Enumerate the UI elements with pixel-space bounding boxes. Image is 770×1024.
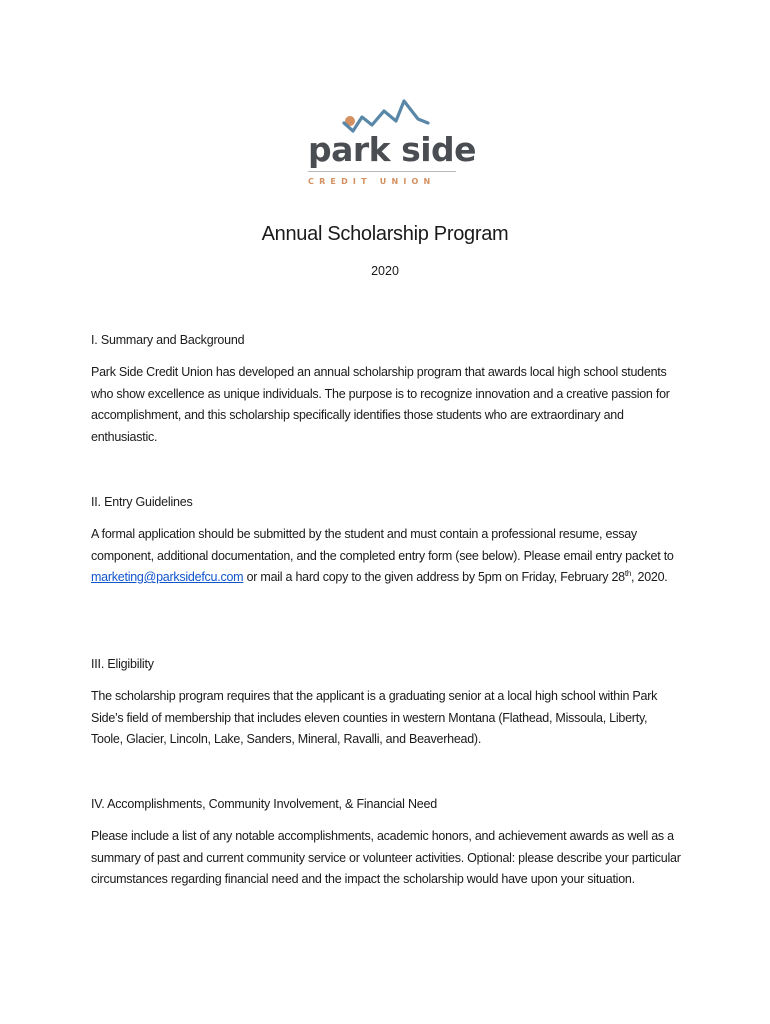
- logo-subtitle: CREDIT UNION: [308, 177, 436, 186]
- section-heading: II. Entry Guidelines: [91, 495, 193, 509]
- section-body: The scholarship program requires that the applicant is a graduating senior at a local high school within Park Side’s field of membership that includes eleven counties in western Montana (Flathead, Missoula, Liberty, Toole, Glacier, Lincoln, Lake, Sanders, Mineral, Ravalli, and Beaverhead).: [91, 689, 658, 746]
- body-text: , 2020.: [631, 570, 668, 584]
- section-eligibility: [91, 656, 681, 751]
- section-body: [91, 524, 681, 589]
- section-accomplishments: [91, 796, 681, 891]
- section-summary: [91, 332, 681, 448]
- section-heading: IV. Accomplishments, Community Involvement, & Financial Need: [91, 797, 438, 811]
- mountain-sun-icon: [300, 95, 470, 135]
- body-text: A formal application should be submitted by the student and must contain a professional resume, essay component, additional documentation, and the completed entry form (see below). Please email entry packet to: [91, 527, 674, 563]
- section-body: Park Side Credit Union has developed an annual scholarship program that awards local high school students who show excellence as unique individuals. The purpose is to recognize innovation and a creative passion for accomplishment, and this scholarship specifically identifies those students who are extraordinary and enthusiastic.: [91, 365, 670, 444]
- document-year: 2020: [371, 264, 399, 278]
- logo-wordmark: park side: [308, 130, 477, 169]
- section-entry-guidelines: [91, 494, 681, 589]
- mountain-outline-icon: [344, 101, 428, 131]
- document-title: Annual Scholarship Program: [261, 223, 509, 245]
- section-body: Please include a list of any notable accomplishments, academic honors, and achievement awards as well as a summary of past and current community service or volunteer activities. Optional: please describe your particular circumstances regarding financial need and the impact the scholarship would have upon your situation.: [91, 829, 681, 886]
- logo-divider: [308, 171, 456, 172]
- section-heading: III. Eligibility: [91, 657, 154, 671]
- section-heading: I. Summary and Background: [91, 333, 245, 347]
- email-link[interactable]: marketing@parksidefcu.com: [91, 570, 244, 584]
- body-text: or mail a hard copy to the given address by 5pm on Friday, February 28: [243, 570, 625, 584]
- ordinal-suffix: th: [624, 568, 632, 578]
- park-side-logo: [300, 95, 477, 195]
